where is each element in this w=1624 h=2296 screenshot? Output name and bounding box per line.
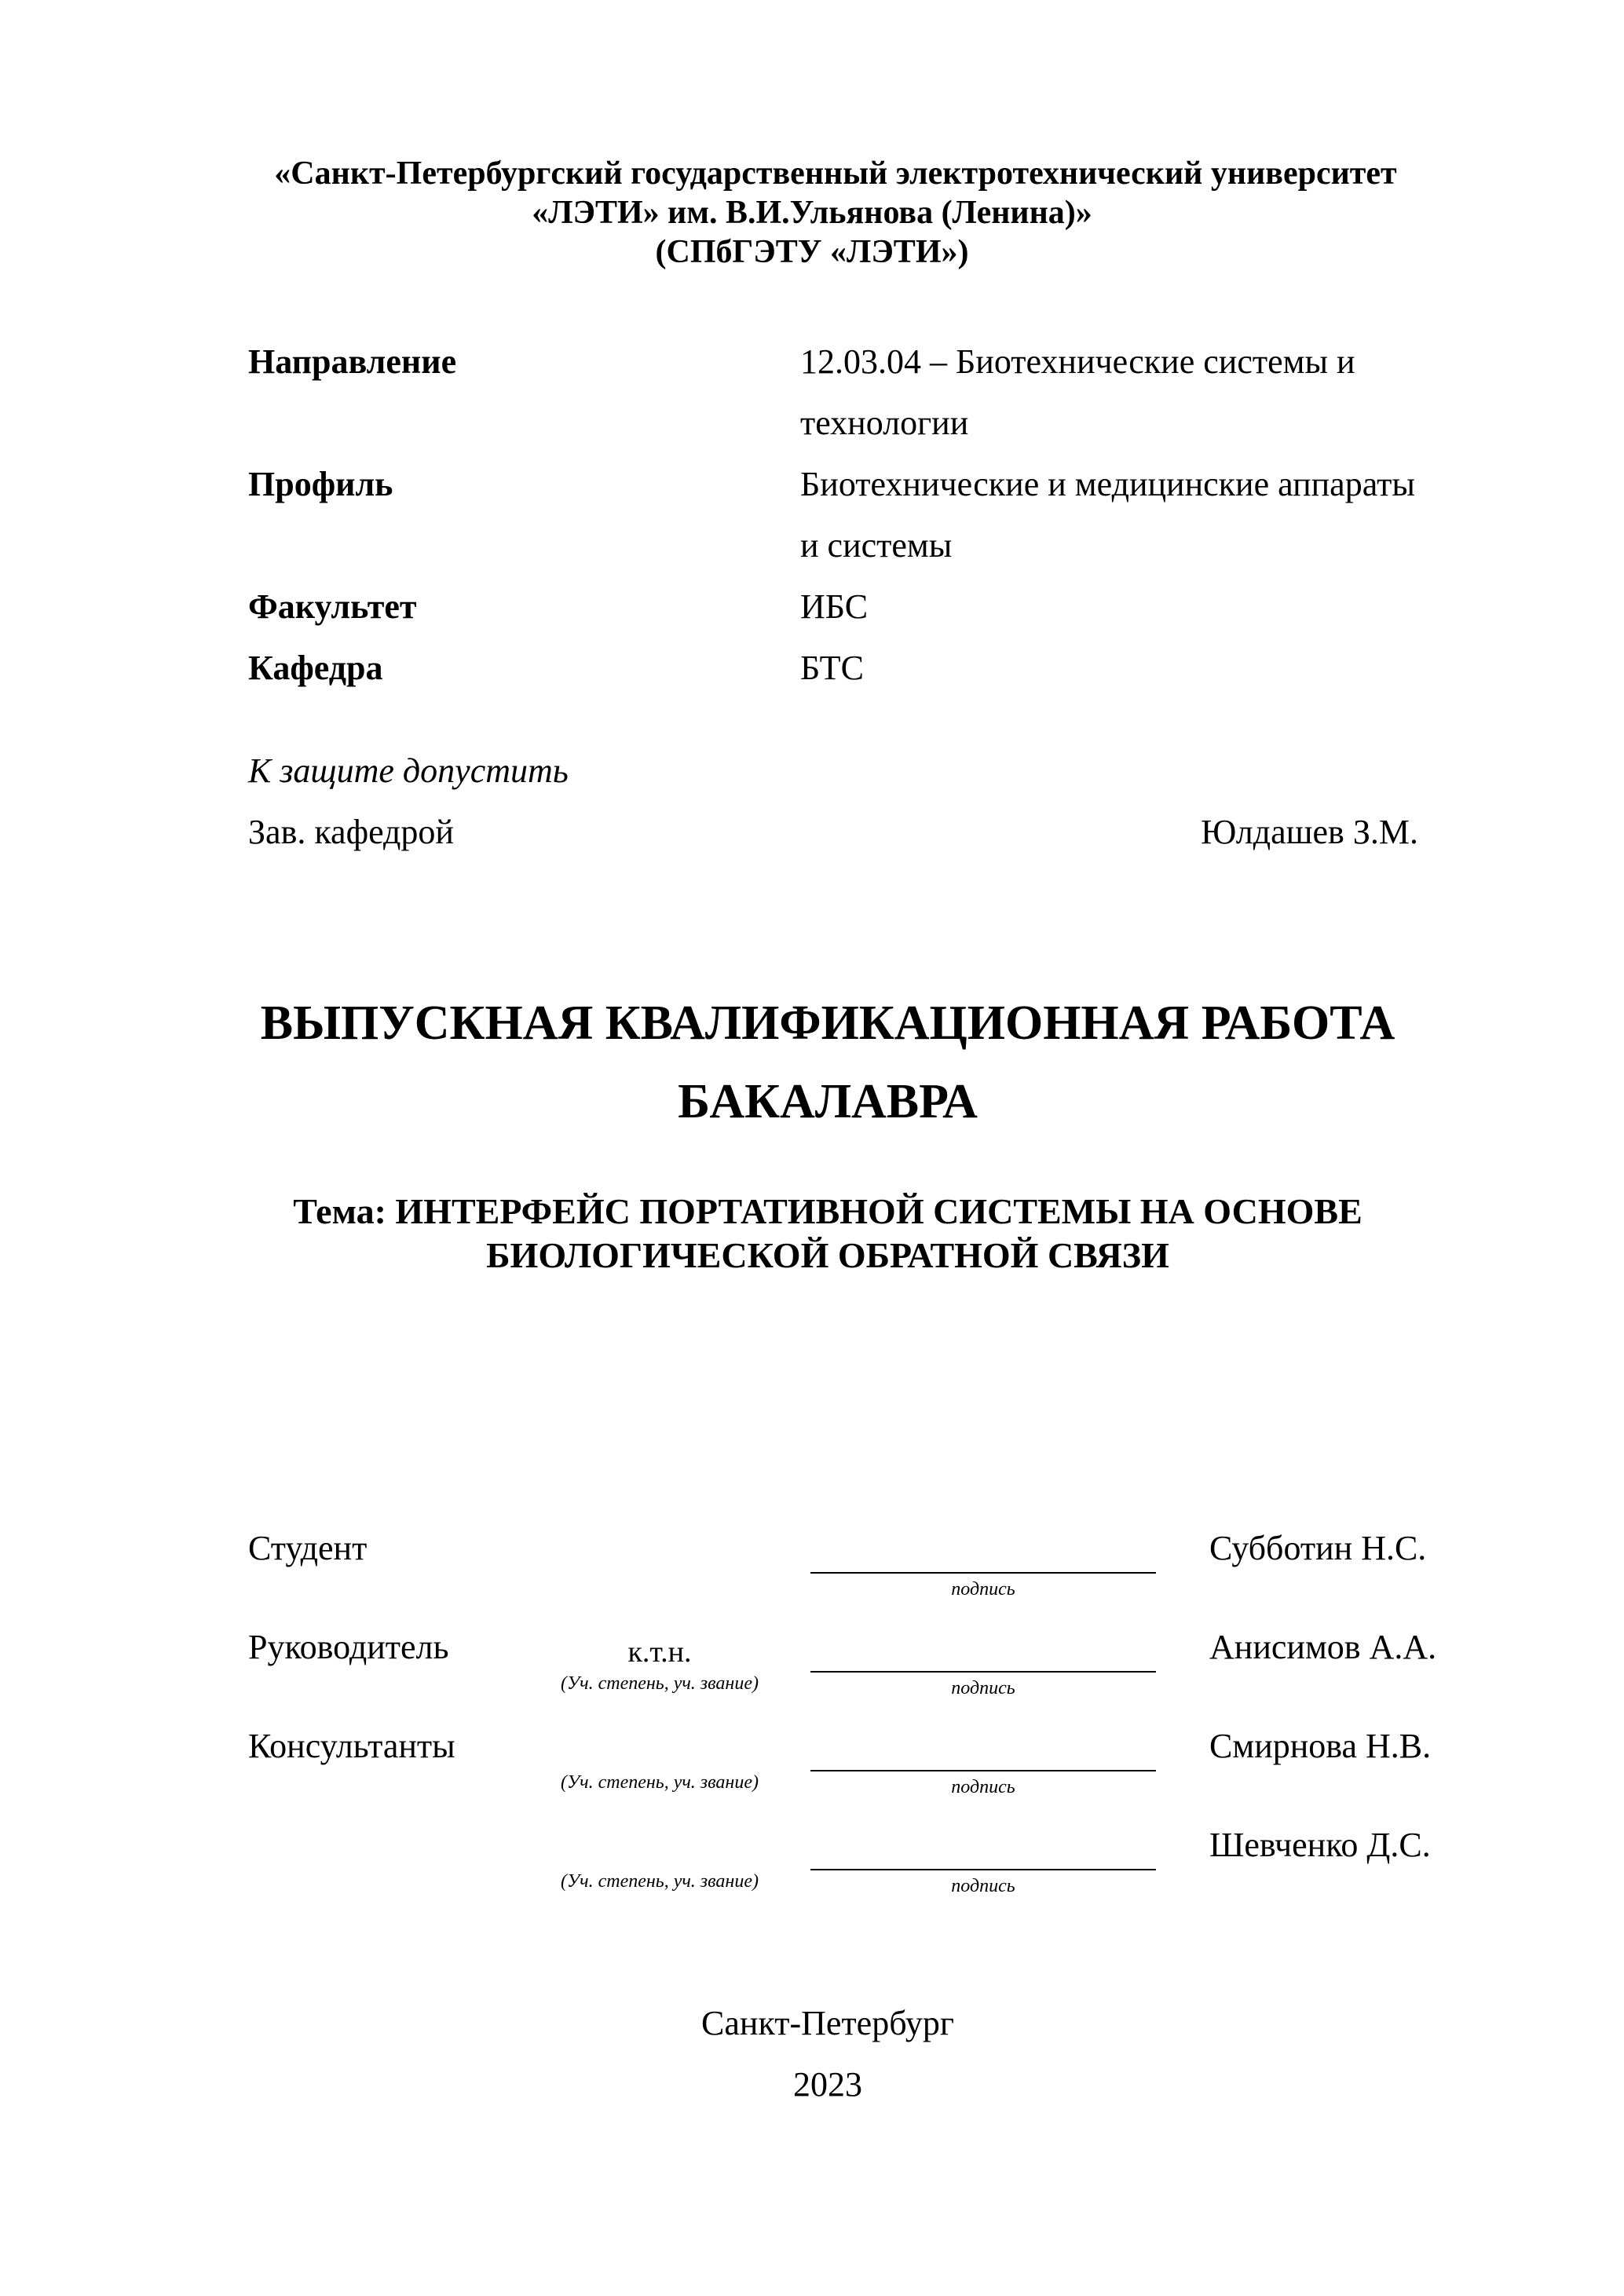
info-label: Профиль: [248, 465, 393, 503]
signature-line: [810, 1671, 1156, 1673]
info-value-line: БТС: [800, 649, 864, 687]
signature-name: Субботин Н.С.: [1209, 1529, 1427, 1567]
signature-caption: подпись: [951, 1876, 1015, 1896]
thesis-theme-line-1: Тема: ИНТЕРФЕЙС ПОРТАТИВНОЙ СИСТЕМЫ НА ОСНОВЕ: [293, 1191, 1362, 1231]
signature-name: Шевченко Д.С.: [1209, 1826, 1431, 1864]
document-title-line-2: БАКАЛАВРА: [678, 1075, 978, 1128]
academic-degree-caption: (Уч. степень, уч. звание): [561, 1871, 759, 1892]
info-row-profile: [248, 454, 1505, 576]
approval-heading: К защите допустить: [248, 751, 569, 790]
signature-name: Смирнова Н.В.: [1209, 1727, 1432, 1765]
university-abbreviation: (СПбГЭТУ «ЛЭТИ»): [655, 234, 969, 270]
signature-line: [810, 1770, 1156, 1771]
signature-caption: подпись: [951, 1579, 1015, 1600]
info-label: Факультет: [248, 587, 417, 626]
approval-role: Зав. кафедрой: [248, 813, 454, 851]
document-footer: [0, 1993, 1624, 2115]
approval-row: [248, 802, 1442, 863]
info-row-direction: [248, 331, 1505, 454]
university-name-line-2: «ЛЭТИ» им. В.И.Ульянова (Ленина)»: [532, 195, 1092, 231]
info-value-line: и системы: [800, 526, 953, 565]
signature-caption: подпись: [951, 1678, 1015, 1698]
thesis-theme: [0, 1190, 1624, 1278]
signature-row-student: [0, 1525, 1624, 1611]
signature-line: [810, 1572, 1156, 1574]
signature-role: Руководитель: [248, 1628, 449, 1666]
signature-row-consultant-2: [0, 1822, 1624, 1908]
document-title: [0, 984, 1624, 1141]
university-name-line-1: «Санкт-Петербургский государственный электротехнический университет: [274, 155, 1397, 192]
academic-degree-caption: (Уч. степень, уч. звание): [561, 1673, 759, 1694]
info-value-line: 12.03.04 – Биотехнические системы и: [800, 342, 1355, 381]
info-value-line: ИБС: [800, 587, 869, 626]
signature-role: Консультанты: [248, 1727, 455, 1765]
signature-row-consultant-1: [0, 1723, 1624, 1809]
program-info: [248, 331, 1505, 699]
document-title-line-1: ВЫПУСКНАЯ КВАЛИФИКАЦИОННАЯ РАБОТА: [260, 996, 1395, 1050]
signature-role: Студент: [248, 1529, 368, 1567]
approval-name: Юлдашев З.М.: [1201, 813, 1418, 851]
info-row-faculty: [248, 576, 1505, 638]
info-value: [800, 454, 1491, 576]
info-value: [800, 331, 1491, 454]
signature-name: Анисимов А.А.: [1209, 1628, 1437, 1666]
footer-city: Санкт-Петербург: [701, 2004, 954, 2042]
academic-degree: к.т.н.: [627, 1636, 692, 1669]
info-value: [800, 638, 1491, 699]
signature-line: [810, 1869, 1156, 1870]
signature-caption: подпись: [951, 1777, 1015, 1797]
info-row-department: [248, 638, 1505, 699]
info-value: [800, 576, 1491, 638]
info-label: Кафедра: [248, 649, 383, 687]
academic-degree-caption: (Уч. степень, уч. звание): [561, 1772, 759, 1793]
info-value-line: технологии: [800, 404, 969, 442]
thesis-theme-line-2: БИОЛОГИЧЕСКОЙ ОБРАТНОЙ СВЯЗИ: [486, 1235, 1169, 1275]
defense-approval: [248, 740, 1442, 863]
info-label: Направление: [248, 342, 457, 381]
university-header: [0, 154, 1624, 272]
footer-year: 2023: [793, 2065, 862, 2104]
info-value-line: Биотехнические и медицинские аппараты: [800, 465, 1415, 503]
signature-row-supervisor: [0, 1624, 1624, 1710]
